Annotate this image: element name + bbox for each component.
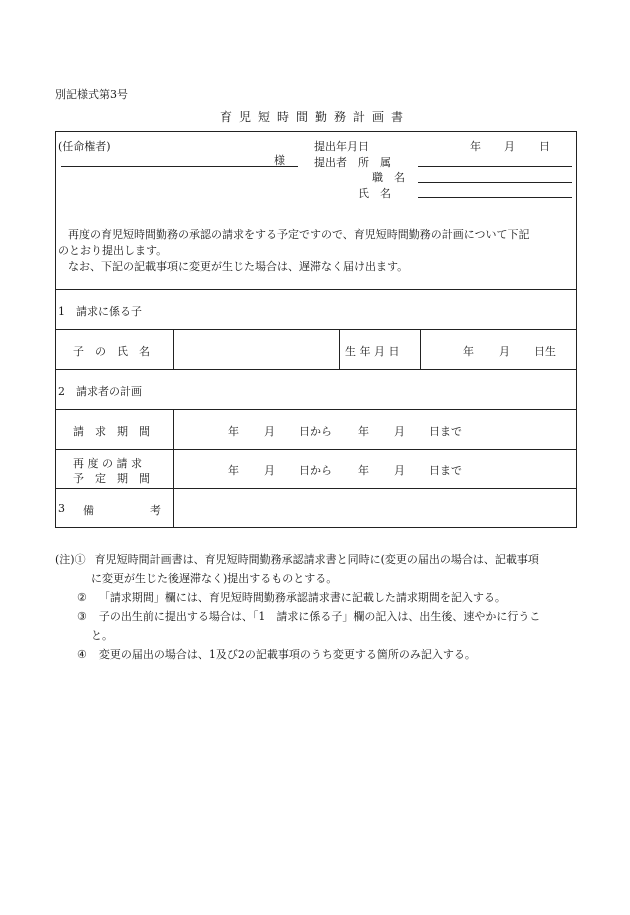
note-3-line-1: 子の出生前に提出する場合は、「1 請求に係る子」欄の記入は、出生後、速やかに行うこ [98, 610, 541, 623]
divider [56, 329, 576, 330]
re-request-label-line-1: 再 度 の 請 求 [73, 457, 142, 470]
note-3 [55, 607, 580, 626]
appointer-line [61, 166, 298, 167]
notes [55, 550, 580, 664]
name-line [418, 197, 572, 198]
re-from-label: 日から [299, 464, 332, 477]
remarks-label-char-2: 考 [150, 504, 161, 517]
appointer-label: (任命権者) [58, 140, 111, 153]
note-2-text: 「請求期間」欄には、育児短時間勤務承認請求書に記載した請求期間を記入する。 [98, 591, 506, 604]
birth-day-label: 日生 [534, 345, 556, 358]
re-year-1: 年 [228, 464, 239, 477]
divider [173, 488, 174, 528]
period-until-label: 日まで [429, 425, 462, 438]
statement-line-3: なお、下記の記載事項に変更が生じた場合は、遅滞なく届け出ます。 [68, 260, 409, 273]
note-1-line-2: に変更が生じた後遅滞なく)提出するものとする。 [91, 572, 338, 585]
note-2-mark: ② [77, 591, 87, 604]
note-3-continued [55, 626, 580, 645]
divider [56, 409, 576, 410]
re-month-1: 月 [264, 464, 275, 477]
note-3-mark: ③ [77, 610, 87, 623]
honorific-label: 様 [274, 154, 285, 167]
period-month-2: 月 [394, 425, 405, 438]
submit-day-label: 日 [539, 140, 550, 153]
statement-line-2: のとおり提出します。 [58, 244, 168, 257]
affiliation-label: 所 属 [358, 156, 391, 169]
birth-year-label: 年 [463, 345, 474, 358]
name-label: 氏 名 [358, 187, 391, 200]
note-3-line-2: と。 [91, 629, 113, 642]
re-year-2: 年 [358, 464, 369, 477]
remarks-label-char-1: 備 [83, 504, 94, 517]
divider [56, 488, 576, 489]
note-4 [55, 645, 580, 664]
re-month-2: 月 [394, 464, 405, 477]
divider [420, 329, 421, 369]
submit-month-label: 月 [504, 140, 515, 153]
position-label: 職 名 [372, 171, 405, 184]
divider [173, 329, 174, 369]
period-year-1: 年 [228, 425, 239, 438]
divider [339, 329, 340, 369]
request-period-label: 請 求 期 間 [73, 425, 150, 438]
re-until-label: 日まで [429, 464, 462, 477]
note-1-continued [55, 569, 580, 588]
position-line [418, 182, 572, 183]
note-prefix: (注)① [55, 553, 86, 566]
birth-month-label: 月 [499, 345, 510, 358]
divider [56, 289, 576, 290]
birth-date-label: 生 年 月 日 [345, 345, 400, 358]
re-request-label-line-2: 予 定 期 間 [73, 472, 150, 485]
submit-year-label: 年 [470, 140, 481, 153]
form-label: 別記様式第3号 [55, 88, 128, 101]
section-1-title: 1 請求に係る子 [58, 305, 142, 318]
note-2 [55, 588, 580, 607]
form-table [55, 131, 577, 528]
divider [56, 449, 576, 450]
period-from-label: 日から [299, 425, 332, 438]
child-name-label: 子 の 氏 名 [73, 345, 150, 358]
note-1 [55, 550, 580, 569]
affiliation-line [418, 166, 572, 167]
divider [56, 369, 576, 370]
section-3-number: 3 [58, 502, 65, 515]
page-title: 育児短時間勤務計画書 [219, 110, 410, 124]
note-4-mark: ④ [77, 648, 87, 661]
note-1-line-1: 育児短時間計画書は、育児短時間勤務承認請求書と同時に(変更の届出の場合は、記載事項 [94, 553, 539, 566]
period-year-2: 年 [358, 425, 369, 438]
period-month-1: 月 [264, 425, 275, 438]
submitter-label: 提出者 [314, 156, 347, 169]
note-4-text: 変更の届出の場合は、1及び2の記載事項のうち変更する箇所のみ記入する。 [98, 648, 476, 661]
statement-line-1: 再度の育児短時間勤務の承認の請求をする予定ですので、育児短時間勤務の計画について下記 [68, 228, 530, 241]
submit-date-label: 提出年月日 [314, 140, 369, 153]
section-2-title: 2 請求者の計画 [58, 385, 142, 398]
